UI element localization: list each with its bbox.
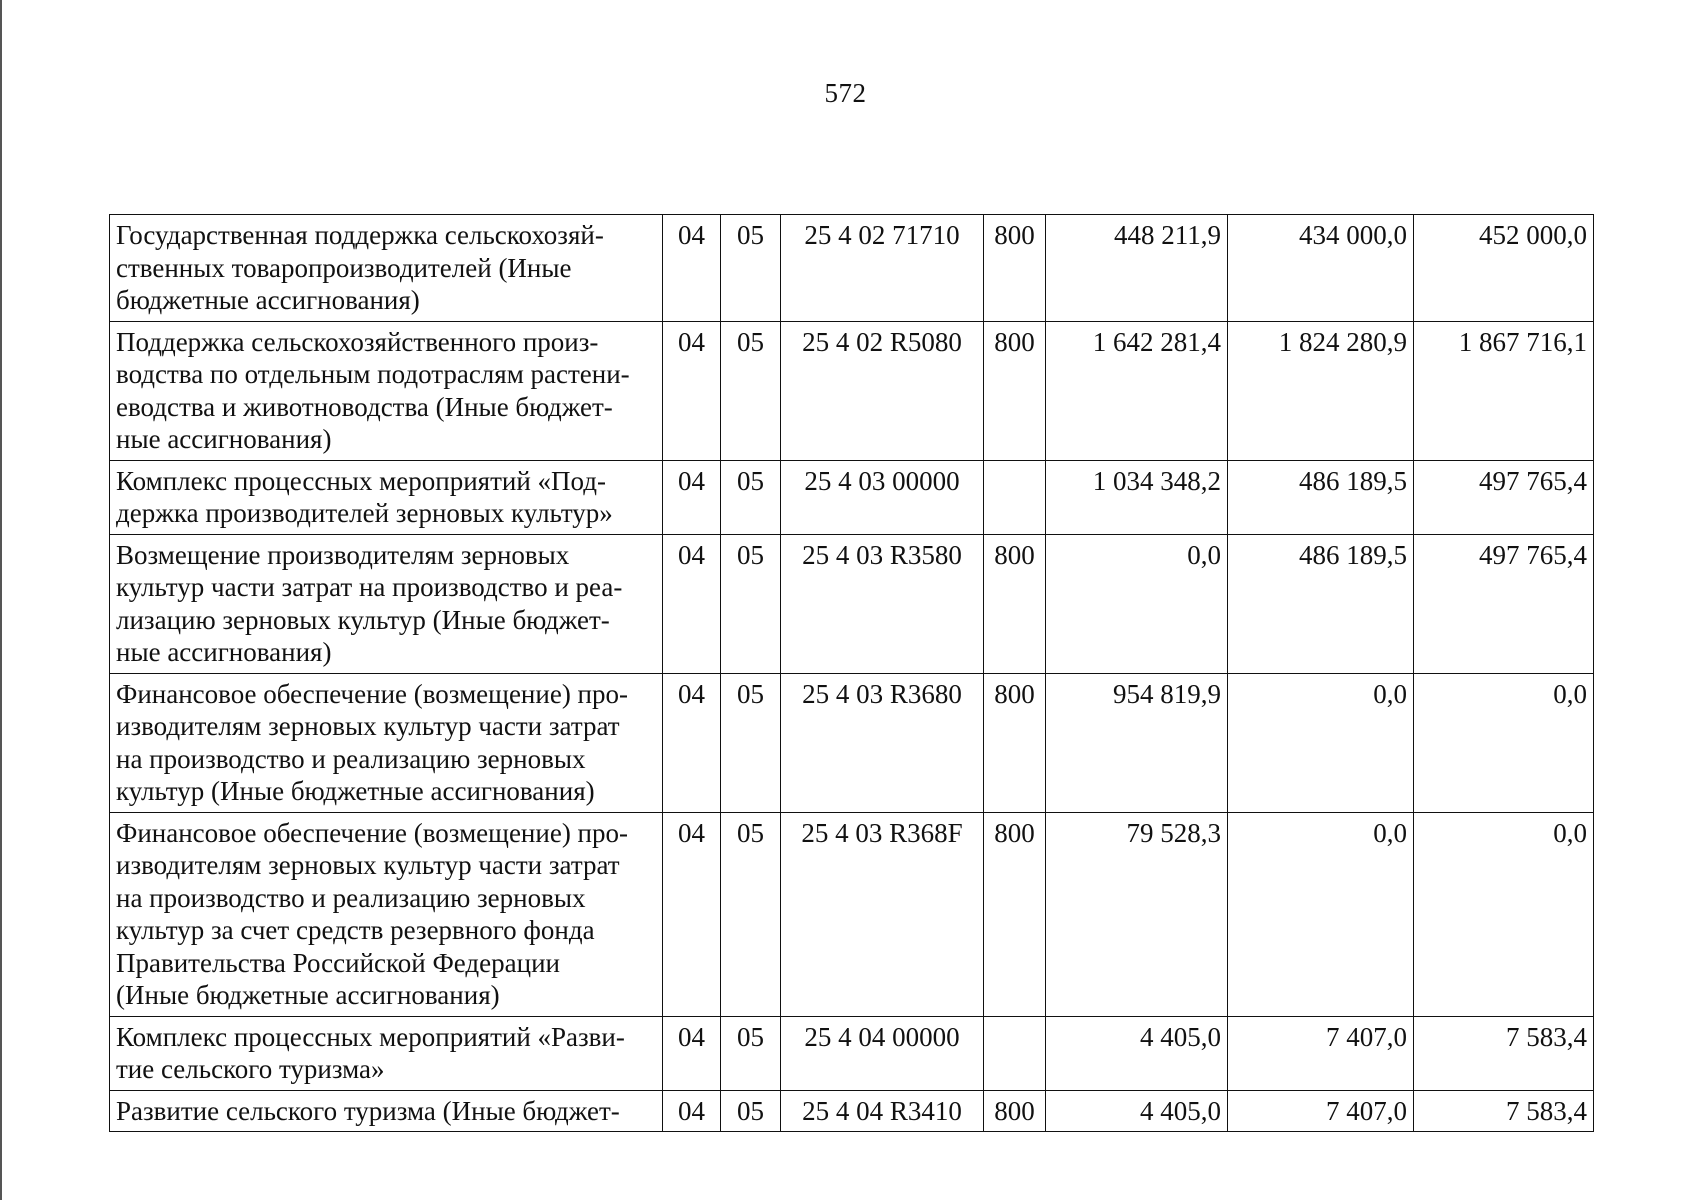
amount-year-3-cell: 452 000,0	[1414, 215, 1594, 322]
amount-year-2-cell: 486 189,5	[1228, 534, 1414, 673]
amount-year-3-cell: 0,0	[1414, 673, 1594, 812]
name-line: культур (Иные бюджетные ассигнования)	[116, 776, 595, 806]
expense-type-code-cell: 800	[984, 673, 1046, 812]
target-article-code-cell: 25 4 02 71710	[781, 215, 984, 322]
section-code-cell: 04	[663, 673, 721, 812]
section-code-cell: 04	[663, 321, 721, 460]
expense-type-code-cell: 800	[984, 321, 1046, 460]
name-line: Комплекс процессных мероприятий «Разви-	[116, 1021, 625, 1052]
table-row	[110, 321, 1594, 460]
name-line: ственных товаропроизводителей (Иные	[116, 252, 572, 283]
name-line: изводителям зерновых культур части затрат	[116, 850, 620, 880]
amount-year-3-cell: 7 583,4	[1414, 1016, 1594, 1090]
expense-type-code-cell	[984, 1016, 1046, 1090]
name-line: бюджетные ассигнования)	[116, 285, 420, 315]
name-line: держка производителей зерновых культур»	[116, 498, 613, 528]
amount-year-2-cell: 0,0	[1228, 812, 1414, 1016]
row-name-cell	[110, 460, 663, 534]
section-code-cell: 04	[663, 1090, 721, 1132]
expense-type-code-cell: 800	[984, 534, 1046, 673]
name-line: Развитие сельского туризма (Иные бюджет-	[116, 1095, 620, 1126]
row-name-cell	[110, 812, 663, 1016]
name-line: еводства и животноводства (Иные бюджет-	[116, 391, 613, 422]
amount-year-3-cell: 0,0	[1414, 812, 1594, 1016]
section-code-cell: 04	[663, 812, 721, 1016]
table-row	[110, 673, 1594, 812]
name-line: Комплекс процессных мероприятий «Под-	[116, 465, 606, 496]
amount-year-3-cell: 1 867 716,1	[1414, 321, 1594, 460]
name-line: лизацию зерновых культур (Иные бюджет-	[116, 604, 610, 635]
target-article-code-cell: 25 4 03 R368F	[781, 812, 984, 1016]
amount-year-2-cell: 1 824 280,9	[1228, 321, 1414, 460]
budget-table	[109, 214, 1594, 1132]
table-row	[110, 460, 1594, 534]
amount-year-2-cell: 434 000,0	[1228, 215, 1414, 322]
name-line: культур за счет средств резервного фонда	[116, 915, 595, 945]
target-article-code-cell: 25 4 03 R3580	[781, 534, 984, 673]
name-line: культур части затрат на производство и реа-	[116, 572, 623, 602]
row-name-cell	[110, 1016, 663, 1090]
amount-year-1-cell: 79 528,3	[1046, 812, 1228, 1016]
amount-year-2-cell: 0,0	[1228, 673, 1414, 812]
subsection-code-cell: 05	[721, 812, 781, 1016]
section-code-cell: 04	[663, 215, 721, 322]
name-line: ные ассигнования)	[116, 424, 332, 454]
name-line: Правительства Российской Федерации	[116, 947, 560, 978]
amount-year-1-cell: 1 034 348,2	[1046, 460, 1228, 534]
amount-year-2-cell: 486 189,5	[1228, 460, 1414, 534]
name-line: Поддержка сельскохозяйственного произ-	[116, 326, 599, 357]
name-line: на производство и реализацию зерновых	[116, 743, 586, 774]
table-row	[110, 1090, 1594, 1132]
subsection-code-cell: 05	[721, 321, 781, 460]
target-article-code-cell: 25 4 03 R3680	[781, 673, 984, 812]
amount-year-3-cell: 497 765,4	[1414, 460, 1594, 534]
amount-year-1-cell: 4 405,0	[1046, 1090, 1228, 1132]
row-name-cell	[110, 1090, 663, 1132]
amount-year-1-cell: 954 819,9	[1046, 673, 1228, 812]
row-name-cell	[110, 534, 663, 673]
row-name-cell	[110, 673, 663, 812]
name-line: на производство и реализацию зерновых	[116, 882, 586, 913]
scan-edge-line	[0, 0, 2, 1200]
subsection-code-cell: 05	[721, 460, 781, 534]
expense-type-code-cell	[984, 460, 1046, 534]
amount-year-3-cell: 497 765,4	[1414, 534, 1594, 673]
subsection-code-cell: 05	[721, 215, 781, 322]
amount-year-1-cell: 4 405,0	[1046, 1016, 1228, 1090]
target-article-code-cell: 25 4 04 R3410	[781, 1090, 984, 1132]
name-line: тие сельского туризма»	[116, 1054, 385, 1084]
subsection-code-cell: 05	[721, 1090, 781, 1132]
table-row	[110, 215, 1594, 322]
amount-year-1-cell: 0,0	[1046, 534, 1228, 673]
name-line: изводителям зерновых культур части затрат	[116, 711, 620, 741]
expense-type-code-cell: 800	[984, 812, 1046, 1016]
subsection-code-cell: 05	[721, 673, 781, 812]
table-row	[110, 534, 1594, 673]
section-code-cell: 04	[663, 460, 721, 534]
section-code-cell: 04	[663, 1016, 721, 1090]
name-line: Финансовое обеспечение (возмещение) про-	[116, 678, 628, 709]
amount-year-2-cell: 7 407,0	[1228, 1090, 1414, 1132]
table-row	[110, 1016, 1594, 1090]
page-number: 572	[824, 78, 867, 108]
name-line: ные ассигнования)	[116, 637, 332, 667]
subsection-code-cell: 05	[721, 534, 781, 673]
name-line: (Иные бюджетные ассигнования)	[116, 980, 500, 1010]
row-name-cell	[110, 321, 663, 460]
section-code-cell: 04	[663, 534, 721, 673]
expense-type-code-cell: 800	[984, 215, 1046, 322]
amount-year-1-cell: 1 642 281,4	[1046, 321, 1228, 460]
target-article-code-cell: 25 4 03 00000	[781, 460, 984, 534]
amount-year-3-cell: 7 583,4	[1414, 1090, 1594, 1132]
row-name-cell	[110, 215, 663, 322]
name-line: Государственная поддержка сельскохозяй-	[116, 220, 604, 250]
name-line: водства по отдельным подотраслям растени-	[116, 359, 630, 389]
amount-year-1-cell: 448 211,9	[1046, 215, 1228, 322]
name-line: Возмещение производителям зерновых	[116, 539, 570, 570]
subsection-code-cell: 05	[721, 1016, 781, 1090]
expense-type-code-cell: 800	[984, 1090, 1046, 1132]
target-article-code-cell: 25 4 04 00000	[781, 1016, 984, 1090]
name-line: Финансовое обеспечение (возмещение) про-	[116, 817, 628, 848]
target-article-code-cell: 25 4 02 R5080	[781, 321, 984, 460]
amount-year-2-cell: 7 407,0	[1228, 1016, 1414, 1090]
table-row	[110, 812, 1594, 1016]
